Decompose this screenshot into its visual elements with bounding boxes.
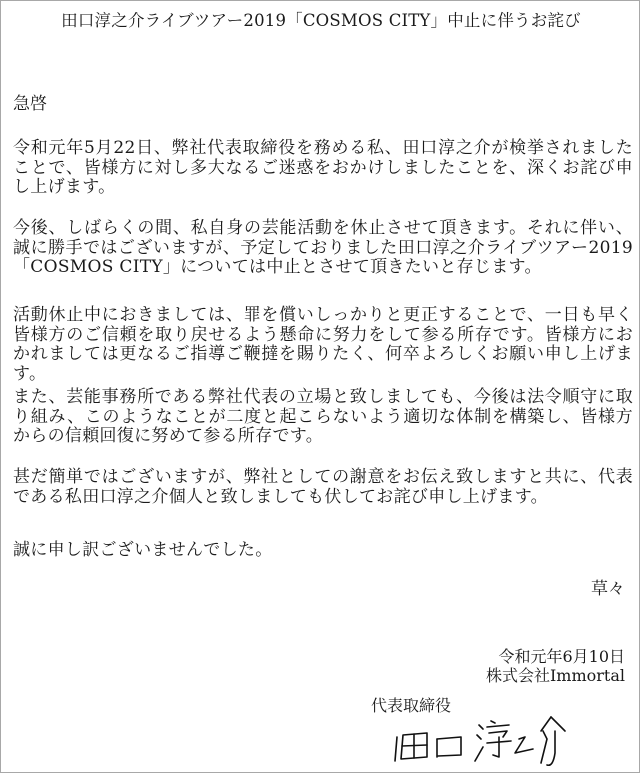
handwritten-signature <box>391 713 591 771</box>
paragraph-compliance: また、芸能事務所である弊社代表の立場と致しましても、今後は法令順守に取り組み、このようなことが二度と起こらないよう適切な体制を構築し、皆様方からの信頼回復に努めて参る所存です。 <box>13 387 633 446</box>
paragraph-gratitude: 甚だ簡単ではございますが、弊社としての謝意をお伝え致しますと共に、代表である私田口淳之介個人と致しましても伏してお詫び申し上げます。 <box>13 467 633 507</box>
letter-date: 令和元年6月10日 <box>498 647 625 666</box>
letter-greeting: 急啓 <box>13 94 47 114</box>
letter-title: 田口淳之介ライブツアー2019「COSMOS CITY」中止に伴うお詫び <box>61 11 581 30</box>
paragraph-final-apology: 誠に申し訳ございませんでした。 <box>13 540 273 560</box>
paragraph-tour-cancellation: 今後、しばらくの間、私自身の芸能活動を休止させて頂きます。それに伴い、誠に勝手ではございますが、予定しておりました田口淳之介ライブツアー2019「COSMOS CITY」については中止とさせて頂きたいと存じます。 <box>13 218 633 277</box>
company-name: 株式会社Immortal <box>485 666 625 685</box>
signer-role: 代表取締役 <box>371 696 452 715</box>
letter-closing: 草々 <box>591 579 625 599</box>
paragraph-arrest-apology: 令和元年5月22日、弊社代表取締役を務める私、田口淳之介が検挙されましたことで、皆様方に対し多大なるご迷惑をおかけしましたことを、深くお詫び申し上げます。 <box>13 138 633 197</box>
paragraph-rehabilitation: 活動休止中におきましては、罪を償いしっかりと更正することで、一日も早く皆様方のご信頼を取り戻せるよう懸命に努力をして参る所存です。皆様方におかれましては更なるご指導ご鞭撻を賜りたく、何卒よろしくお願い申し上げます。 <box>13 305 633 384</box>
